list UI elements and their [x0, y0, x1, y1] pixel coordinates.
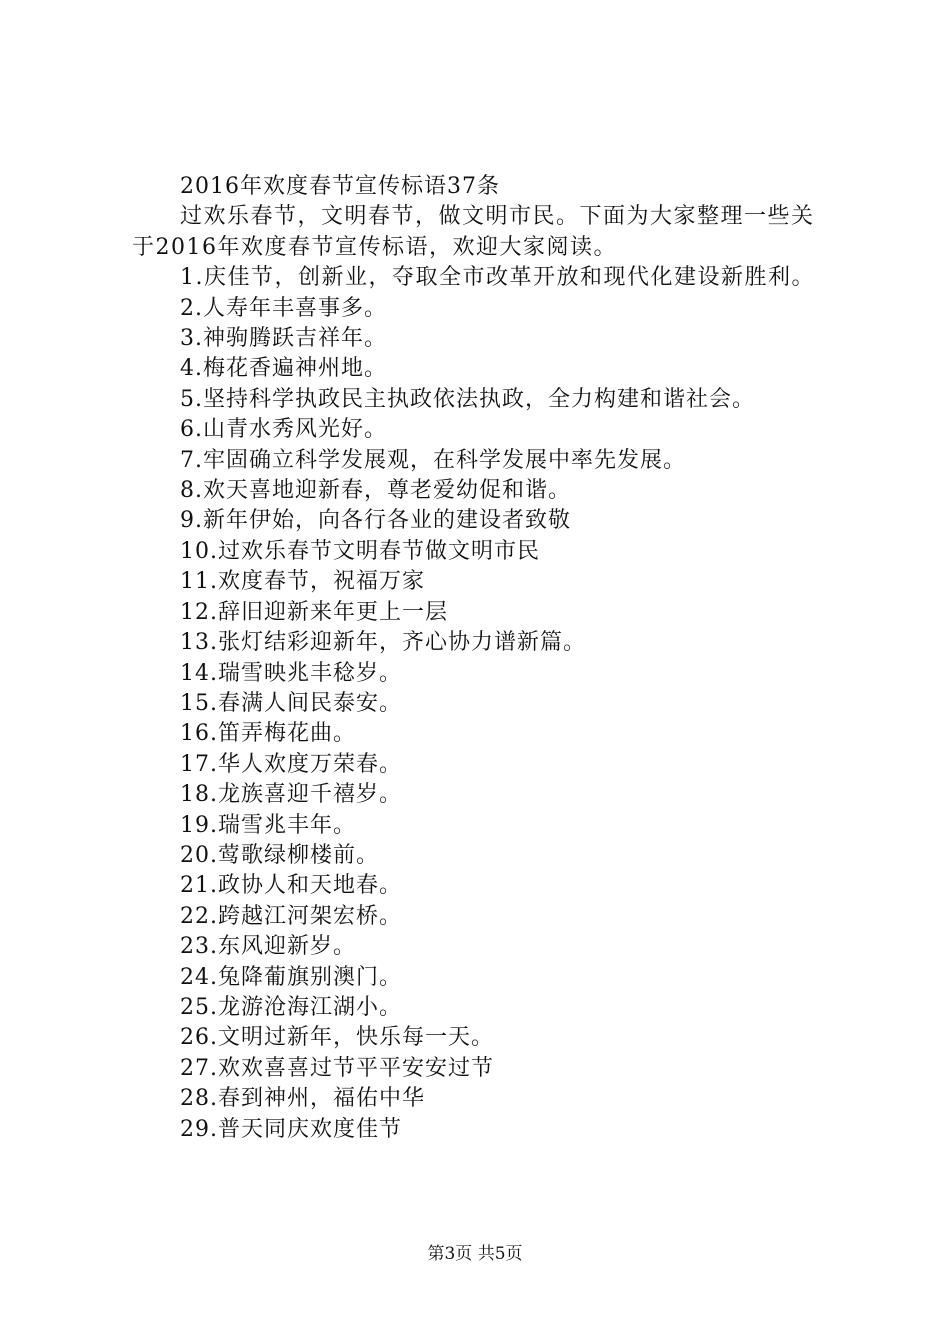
slogan-item: 5.坚持科学执政民主执政依法执政，全力构建和谐社会。 [180, 386, 755, 412]
slogan-item: 7.牢固确立科学发展观，在科学发展中率先发展。 [180, 447, 686, 473]
slogan-item: 25.龙游沧海江湖小。 [180, 994, 402, 1020]
slogan-item: 23.东风迎新岁。 [180, 934, 356, 960]
slogan-item: 12.辞旧迎新来年更上一层 [180, 599, 448, 625]
page-footer: 第3页 共5页 [427, 1244, 523, 1264]
slogan-item: 3.神驹腾跃吉祥年。 [180, 326, 387, 352]
document-body [132, 172, 837, 1145]
slogan-item: 21.政协人和天地春。 [180, 873, 402, 899]
slogan-item: 14.瑞雪映兆丰稔岁。 [180, 660, 402, 686]
document-title: 2016年欢度春节宣传标语37条 [180, 174, 500, 199]
slogan-item: 10.过欢乐春节文明春节做文明市民 [180, 538, 540, 564]
intro-paragraph: 过欢乐春节，文明春节，做文明市民。下面为大家整理一些关于2016年欢度春节宣传标语，欢迎大家阅读。 [132, 204, 815, 260]
slogan-item: 8.欢天喜地迎新春，尊老爱幼促和谐。 [180, 478, 571, 504]
slogan-item: 13.张灯结彩迎新年，齐心协力谱新篇。 [180, 630, 586, 656]
slogan-item: 29.普天同庆欢度佳节 [180, 1116, 402, 1142]
slogan-item: 28.春到神州，福佑中华 [180, 1086, 425, 1112]
slogan-item: 19.瑞雪兆丰年。 [180, 812, 356, 838]
slogan-item: 17.华人欢度万荣春。 [180, 751, 402, 777]
slogan-item: 1.庆佳节，创新业，夺取全市改革开放和现代化建设新胜利。 [180, 265, 815, 291]
slogan-item: 26.文明过新年，快乐每一天。 [180, 1025, 494, 1051]
slogan-item: 24.兔降葡旗别澳门。 [180, 964, 402, 990]
slogan-item: 15.春满人间民泰安。 [180, 690, 402, 716]
slogan-item: 2.人寿年丰喜事多。 [180, 295, 387, 321]
slogan-item: 4.梅花香遍神州地。 [180, 356, 387, 382]
slogan-item: 11.欢度春节，祝福万家 [180, 569, 425, 595]
slogan-item: 18.龙族喜迎千禧岁。 [180, 782, 402, 808]
slogan-item: 22.跨越江河架宏桥。 [180, 903, 402, 929]
slogan-item: 9.新年伊始，向各行各业的建设者致敬 [180, 508, 571, 534]
slogan-item: 27.欢欢喜喜过节平平安安过节 [180, 1055, 494, 1081]
slogan-item: 6.山青水秀风光好。 [180, 417, 387, 443]
slogan-item: 20.莺歌绿柳楼前。 [180, 842, 379, 868]
slogan-item: 16.笛弄梅花曲。 [180, 721, 356, 747]
